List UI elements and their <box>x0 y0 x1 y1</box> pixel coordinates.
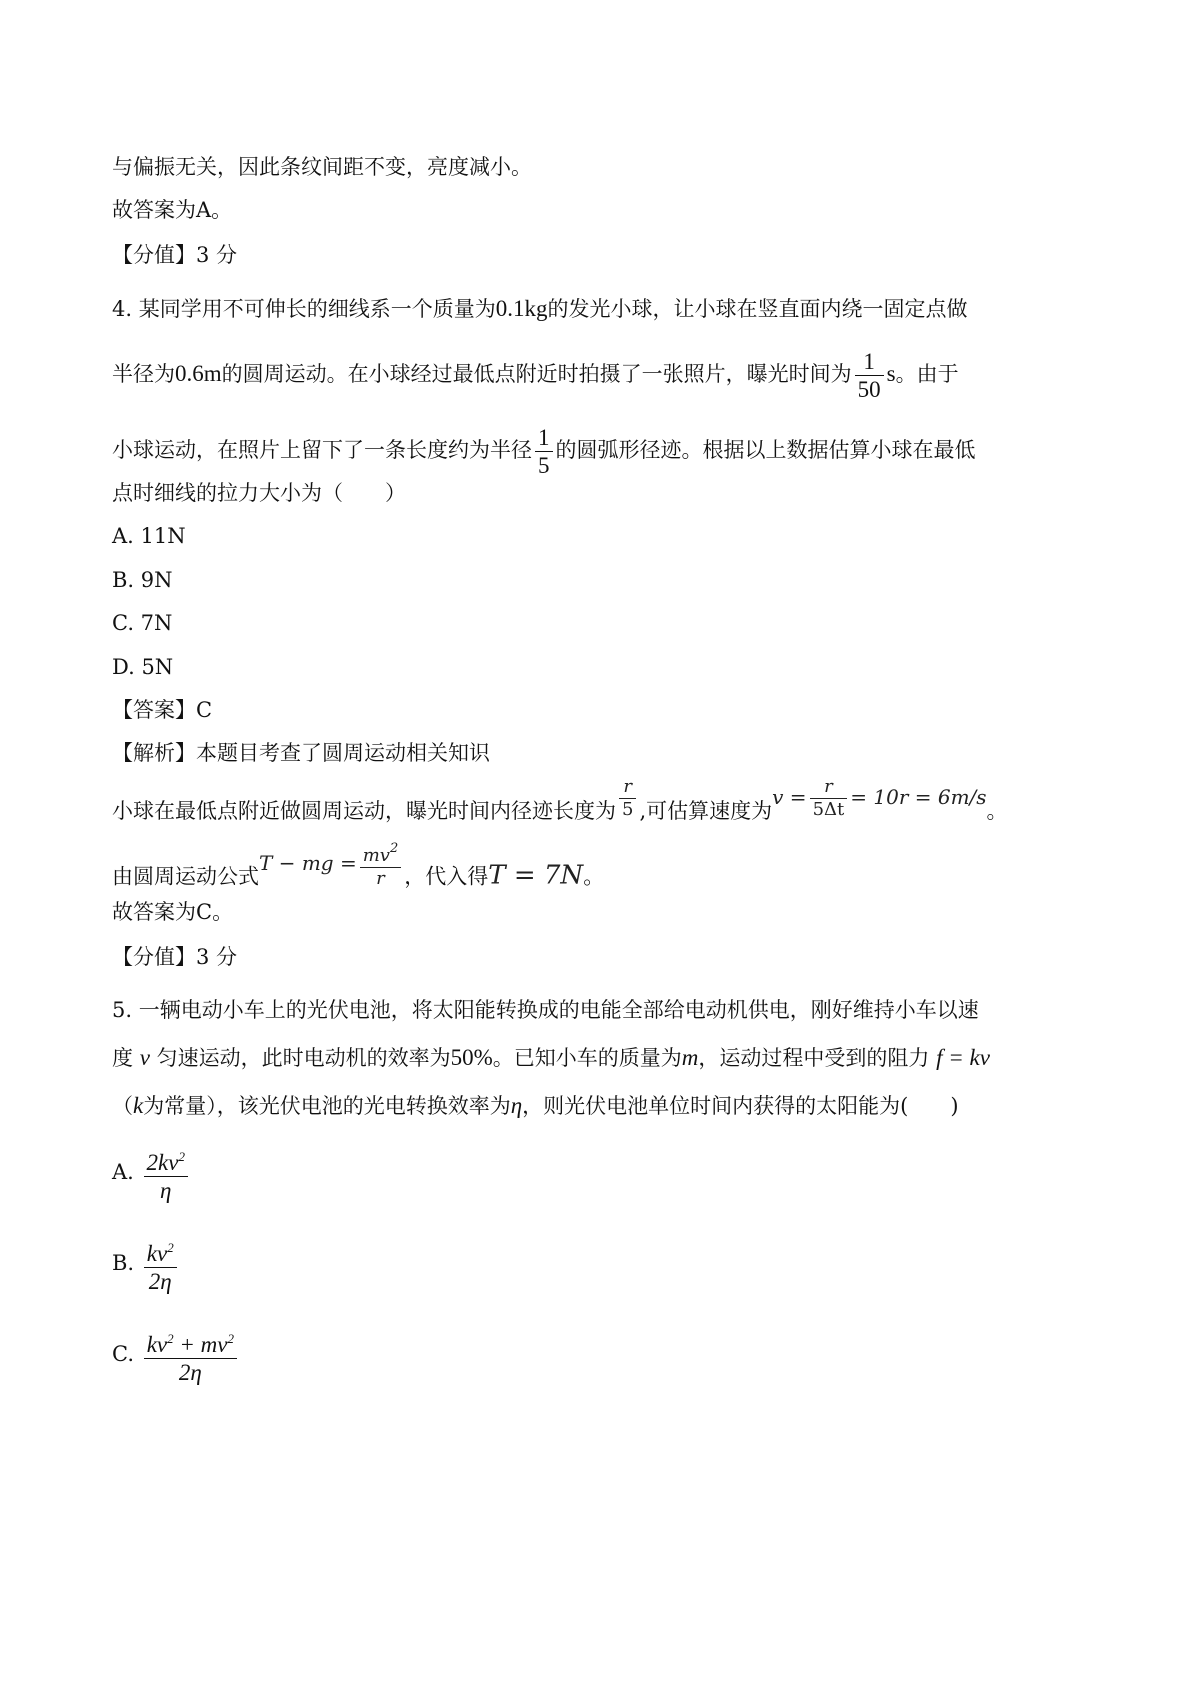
q4-conclusion: 故答案为C。 <box>112 900 234 924</box>
q4-answer: 【答案】C <box>112 698 213 722</box>
q4-line-2: 半径为0.6m的圆周运动。在小球经过最低点附近时拍摄了一张照片，曝光时间为 $\frac{1}{50}$ s。由于 <box>112 349 959 402</box>
q4-option-d: D. 5N <box>112 655 174 679</box>
q5-option-b: B. $\frac{kv^2}{2\eta}$ <box>112 1234 180 1295</box>
q4-result: T = 7N <box>488 860 584 891</box>
prev-score: 【分值】3 分 <box>112 243 238 267</box>
q5-option-a: A. $\frac{2kv^2}{\eta}$ <box>112 1143 191 1204</box>
q4-line-1: 4. 某同学用不可伸长的细线系一个质量为0.1kg的发光小球，让小球在竖直面内绕一固定点做 <box>112 296 968 321</box>
q4-force-equation: T − mg = $\frac{mv^2}{r}$ <box>259 851 404 875</box>
q5-line-3: （k为常量），该光伏电池的光电转换效率为η，则光伏电池单位时间内获得的太阳能为( ) <box>112 1093 959 1118</box>
q4-analysis-title: 【解析】本题目考查了圆周运动相关知识 <box>112 741 490 765</box>
q4-mass: 0.1kg <box>495 296 548 321</box>
q4-solution-line-1: 小球在最低点附近做圆周运动，曝光时间内径迹长度为 $\frac{r}{5}$ ,可估算速度为v = $\frac{r}{5\Delta t}$ = 10r = 6m/s。 <box>112 776 1008 823</box>
q4-exposure-fraction: $\frac{1}{50}$ <box>855 348 884 403</box>
q5-option-c: C. $\frac{kv^2 + mv^2}{2\eta}$ <box>112 1325 240 1386</box>
q4-line-4: 点时细线的拉力大小为（ ） <box>112 481 406 505</box>
q4-option-a: A. 11N <box>112 524 186 548</box>
q5-line-2: 度 v 匀速运动，此时电动机的效率为50%。已知小车的质量为m，运动过程中受到的阻力 f = kv <box>112 1045 990 1070</box>
q4-velocity-equation: v = $\frac{r}{5\Delta t}$ = 10r = 6m/s <box>772 776 987 820</box>
q5-friction-formula: f = kv <box>936 1045 990 1070</box>
q5-line-1: 5. 一辆电动小车上的光伏电池，将太阳能转换成的电能全部给电动机供电，刚好维持小车以速 <box>112 998 979 1022</box>
prev-explanation-line: 与偏振无关，因此条纹间距不变，亮度减小。 <box>112 155 532 179</box>
q4-track-fraction: $\frac{r}{5}$ <box>619 776 636 821</box>
q4-option-c: C. 7N <box>112 611 173 635</box>
q4-radius: 0.6m <box>175 361 222 386</box>
q4-score: 【分值】3 分 <box>112 945 238 969</box>
q4-line-3: 小球运动，在照片上留下了一条长度约为半径 $\frac{1}{5}$ 的圆弧形径迹。根据以上数据估算小球在最低 <box>112 425 976 478</box>
q4-option-b: B. 9N <box>112 568 173 592</box>
prev-answer-line: 故答案为A。 <box>112 198 233 222</box>
q4-arc-fraction: $\frac{1}{5}$ <box>535 424 553 479</box>
q4-solution-line-2: 由圆周运动公式T − mg = $\frac{mv^2}{r}$ ，代入得T = 7N。 <box>112 852 604 904</box>
